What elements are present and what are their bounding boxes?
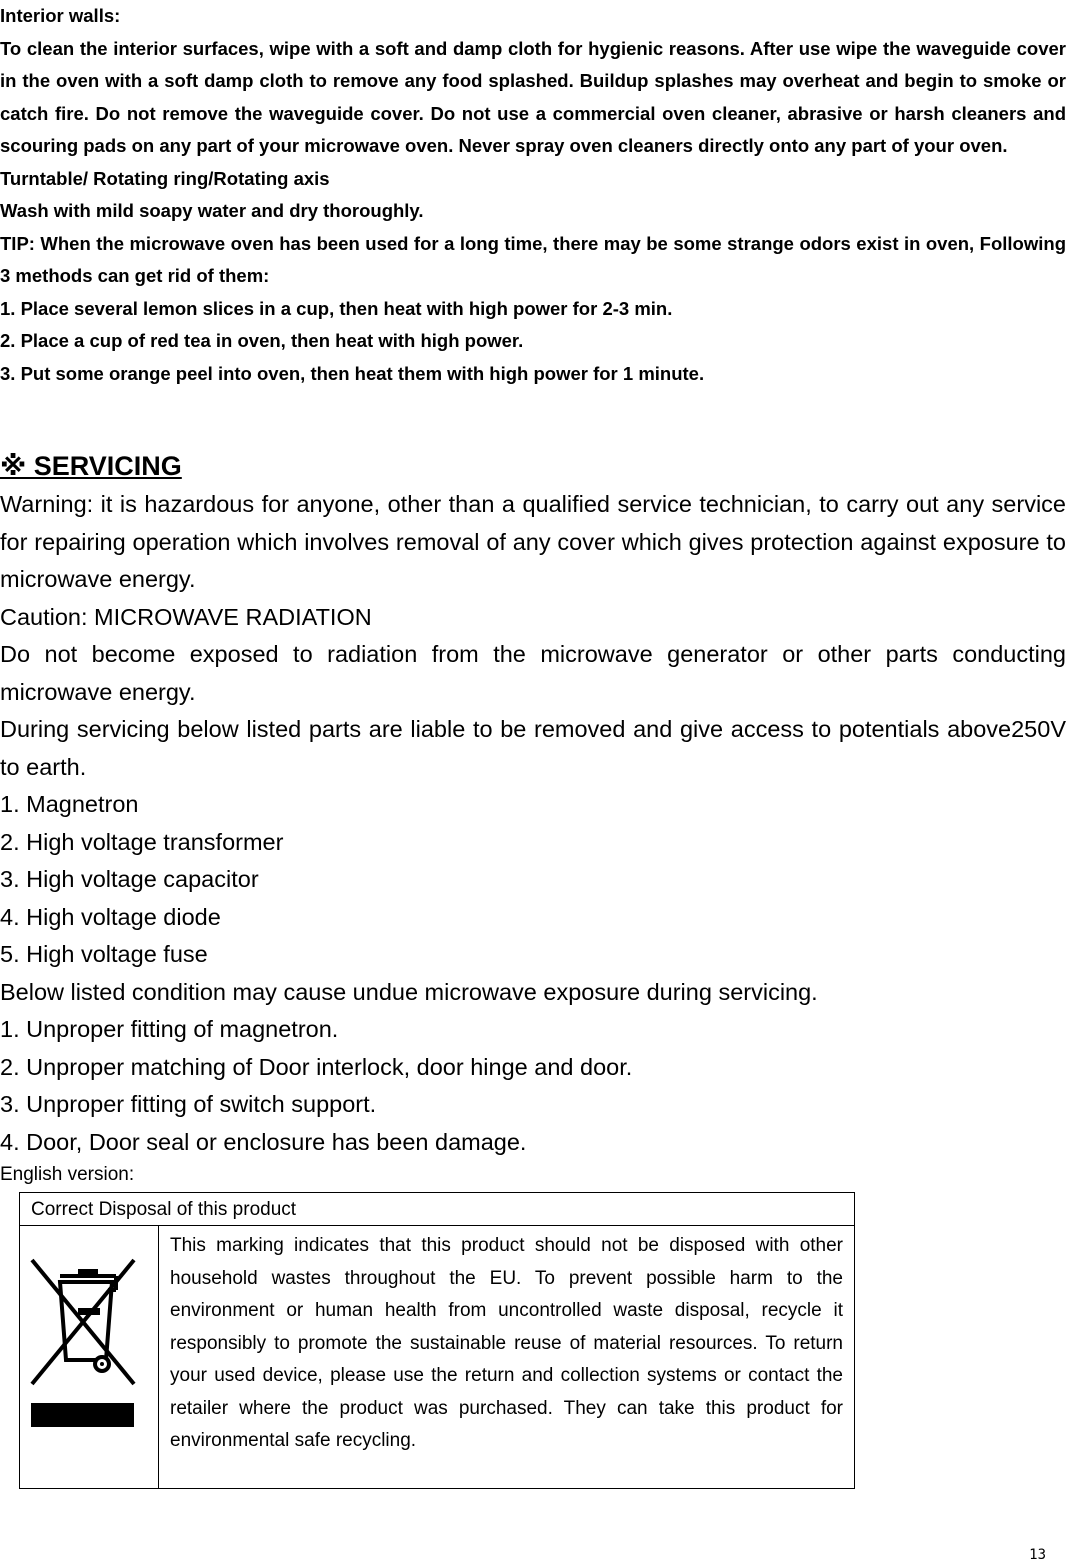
servicing-section — [0, 486, 1066, 1161]
parts-list-item: 2. High voltage transformer — [0, 828, 284, 855]
disposal-table-title: Correct Disposal of this product — [20, 1193, 854, 1226]
disposal-table-body — [20, 1226, 854, 1488]
care-section — [0, 0, 1066, 390]
conditions-list-item: 4. Door, Door seal or enclosure has been damage. — [0, 1128, 527, 1155]
parts-list-item: 1. Magnetron — [0, 791, 139, 817]
disposal-table — [19, 1192, 855, 1489]
tip-method: 1. Place several lemon slices in a cup, then heat with high power for 2-3 min. — [0, 297, 673, 319]
tip-method: 2. Place a cup of red tea in oven, then heat with high power. — [0, 330, 524, 351]
parts-list-item: 5. High voltage fuse — [0, 941, 208, 967]
conditions-list-item: 2. Unproper matching of Door interlock, door hinge and door. — [0, 1053, 633, 1080]
parts-list-item: 3. High voltage capacitor — [0, 866, 259, 892]
parts-list-item: 4. High voltage diode — [0, 903, 221, 930]
interior-heading: Interior walls: — [0, 5, 121, 26]
servicing-exposure-text: Do not become exposed to radiation from the microwave generator or other parts conducting microwave energy. — [0, 641, 1066, 705]
conditions-intro: Below listed condition may cause undue microwave exposure during servicing. — [0, 978, 818, 1005]
crossed-out-wheelie-bin-icon — [30, 1238, 136, 1428]
tip-text: TIP: When the microwave oven has been used for a long time, there may be some strange odors exist in oven, Following 3 methods can get rid of them: — [0, 232, 1066, 286]
servicing-title: ※ SERVICING — [0, 451, 182, 481]
parts-intro: During servicing below listed parts are liable to be removed and give access to potentials above250V to earth. — [0, 716, 1066, 780]
interior-text: To clean the interior surfaces, wipe with a soft and damp cloth for hygienic reasons. After use wipe the waveguide cover in the oven with a soft damp cloth to remove any food splashed. Buildup splashes may overheat and begin to smoke or catch fire. Do not remove the waveguide cover. Do not use a commercial oven cleaner, abrasive or harsh cleaners and scouring pads on any part of your microwave oven. Never spray oven cleaners directly onto any part of your oven. — [0, 37, 1066, 156]
servicing-warning: Warning: it is hazardous for anyone, other than a qualified service technician, to carry out any service for repairing operation which involves removal of any cover which gives protection against exposure to microwave energy. — [0, 491, 1066, 592]
conditions-list-item: 3. Unproper fitting of switch support. — [0, 1091, 377, 1117]
turntable-text: Wash with mild soapy water and dry thoroughly. — [0, 200, 424, 221]
servicing-caution: Caution: MICROWAVE RADIATION — [0, 603, 372, 630]
disposal-text: This marking indicates that this product should not be disposed with other household wastes throughout the EU. To prevent possible harm to the environment or human health from uncontrolled waste disposal, recycle it responsibly to promote the sustainable reuse of material resources. To return your used device, please use the return and collection systems or contact the retailer where the product was purchased. They can take this product for environmental safe recycling. — [170, 1235, 843, 1451]
page-number: 13 — [1029, 1547, 1046, 1563]
turntable-heading: Turntable/ Rotating ring/Rotating axis — [0, 167, 330, 189]
english-version-label: English version: — [0, 1164, 135, 1185]
tip-method: 3. Put some orange peel into oven, then heat them with high power for 1 minute. — [0, 362, 705, 384]
conditions-list-item: 1. Unproper fitting of magnetron. — [0, 1016, 339, 1042]
disposal-icon-cell — [20, 1226, 159, 1488]
